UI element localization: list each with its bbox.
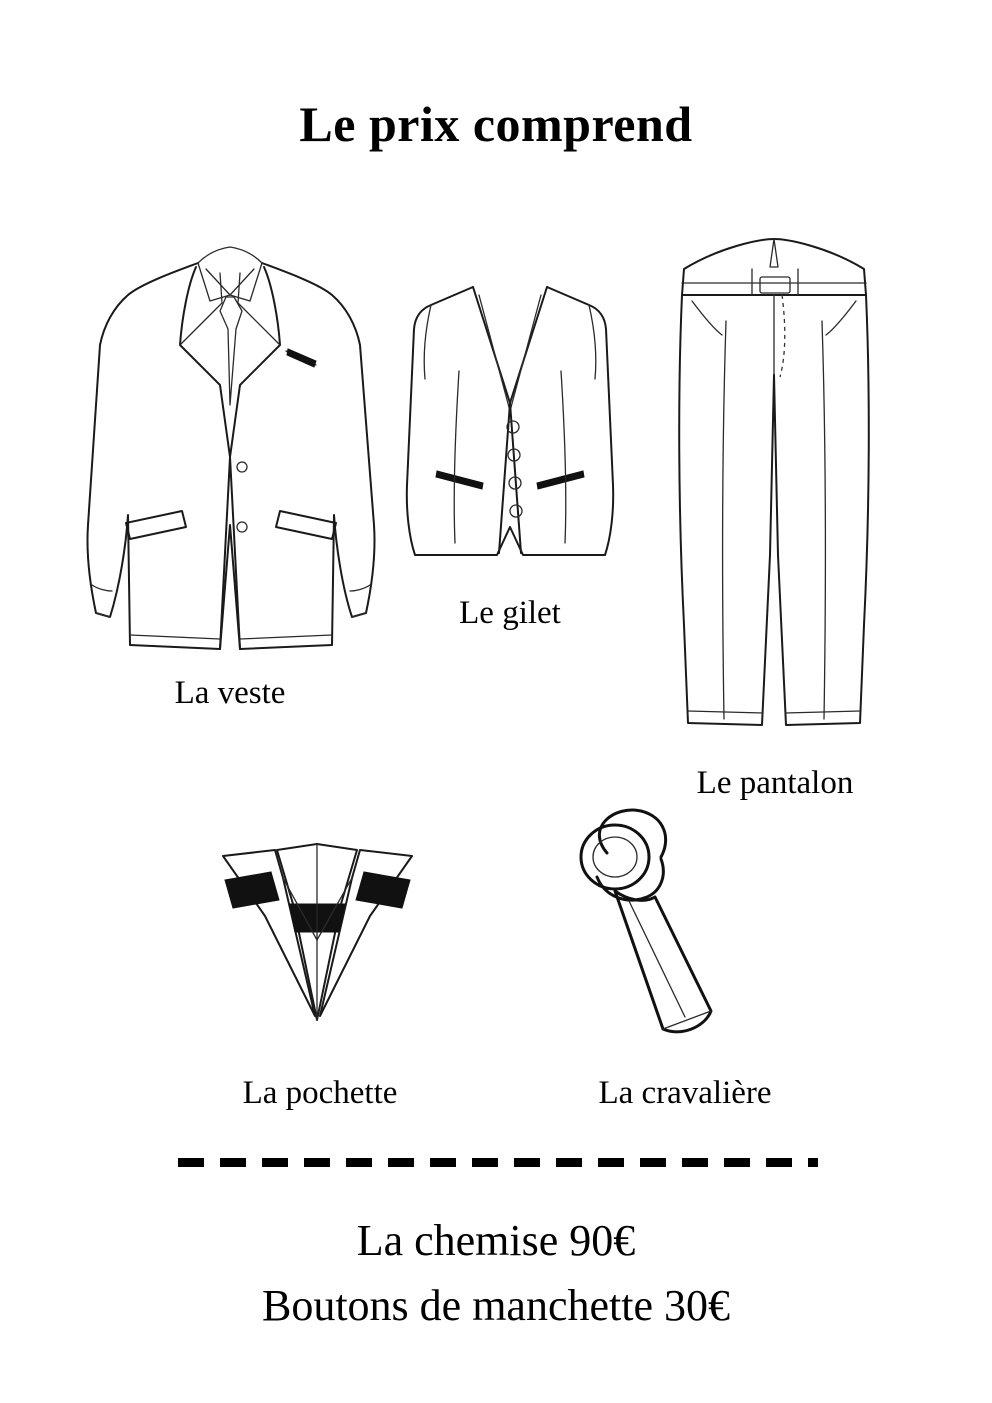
caption-pocket-square: La pochette xyxy=(242,1075,398,1111)
extra-shirt-price: La chemise 90€ xyxy=(356,1216,636,1265)
necktie-icon xyxy=(545,805,765,1055)
caption-trousers: Le pantalon xyxy=(696,765,854,801)
caption-vest: Le gilet xyxy=(459,595,561,631)
caption-tie: La cravalière xyxy=(598,1075,772,1111)
pocket-square-icon xyxy=(205,820,430,1045)
suit-jacket-icon xyxy=(70,225,390,655)
page-title: Le prix comprend xyxy=(299,96,693,152)
waistcoat-icon xyxy=(395,275,625,580)
trousers-icon xyxy=(670,225,880,755)
dashed-divider xyxy=(178,1158,818,1167)
extra-cufflinks-price: Boutons de manchette 30€ xyxy=(261,1281,730,1330)
caption-jacket: La veste xyxy=(174,675,286,711)
